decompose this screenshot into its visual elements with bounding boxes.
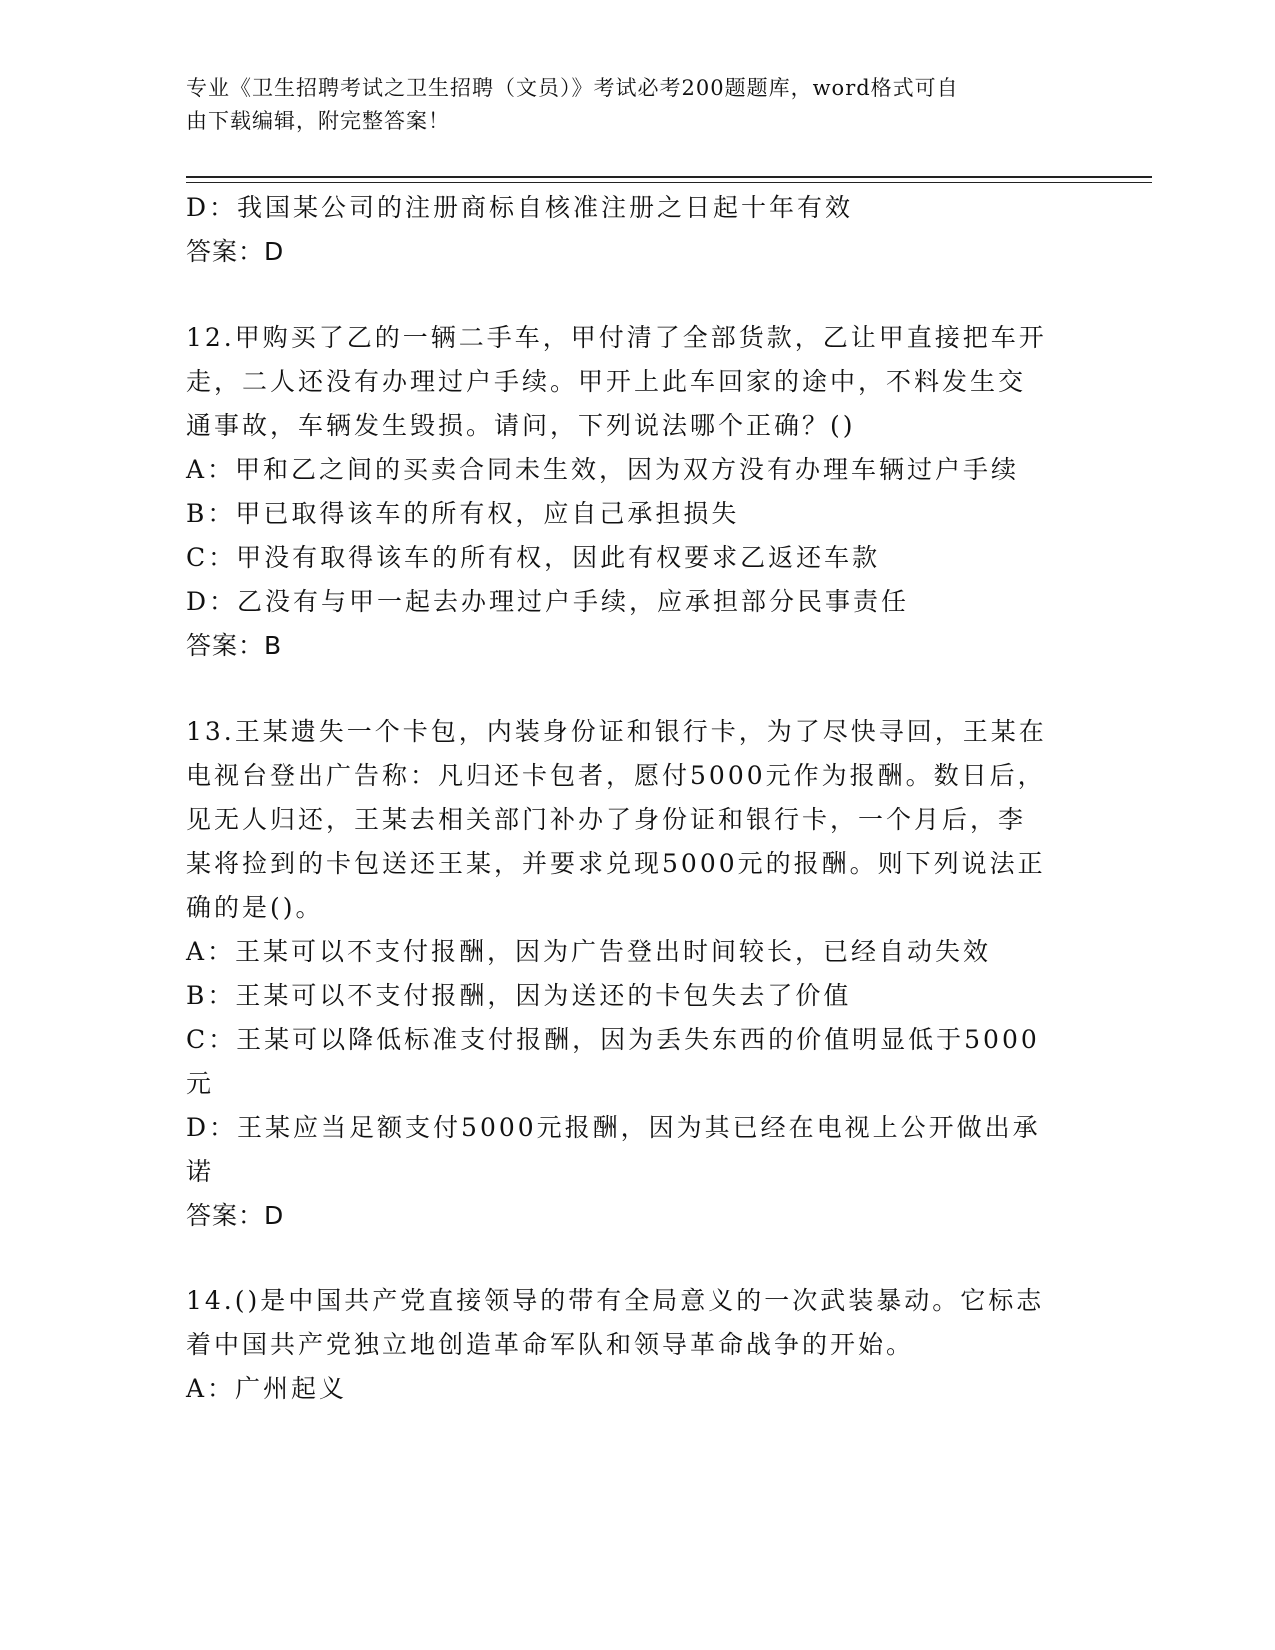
- q13-stem-line-5: 确的是()。: [186, 893, 324, 922]
- q11-answer: 答案：D: [186, 237, 285, 266]
- q14-option-a: A：广州起义: [186, 1374, 348, 1403]
- header-divider-thick: [186, 176, 1152, 178]
- q13-option-a: A：王某可以不支付报酬，因为广告登出时间较长，已经自动失效: [186, 937, 992, 966]
- q13-stem-line-1: 13.王某遗失一个卡包，内装身份证和银行卡，为了尽快寻回，王某在: [186, 717, 1047, 746]
- q12-option-d: D：乙没有与甲一起去办理过户手续，应承担部分民事责任: [186, 587, 910, 616]
- q12-stem-line-2: 走，二人还没有办理过户手续。甲开上此车回家的途中，不料发生交: [186, 367, 1027, 396]
- header-divider-thin: [186, 182, 1152, 183]
- q13-option-d-line-1: D：王某应当足额支付5000元报酬，因为其已经在电视上公开做出承: [186, 1113, 1041, 1142]
- header-line-2: 由下载编辑，附完整答案！: [186, 109, 450, 133]
- q12-stem-line-1: 12.甲购买了乙的一辆二手车，甲付清了全部货款，乙让甲直接把车开: [186, 323, 1047, 352]
- q12-option-c: C：甲没有取得该车的所有权，因此有权要求乙返还车款: [186, 543, 881, 572]
- header-line-1: 专业《卫生招聘考试之卫生招聘（文员）》考试必考200题题库，word格式可自: [186, 76, 959, 100]
- q13-answer: 答案：D: [186, 1201, 285, 1230]
- q13-option-c-line-1: C：王某可以降低标准支付报酬，因为丢失东西的价值明显低于5000: [186, 1025, 1040, 1054]
- q12-stem-line-3: 通事故，车辆发生毁损。请问，下列说法哪个正确？(): [186, 411, 856, 440]
- q12-option-b: B：甲已取得该车的所有权，应自己承担损失: [186, 499, 740, 528]
- q14-stem-line-2: 着中国共产党独立地创造革命军队和领导革命战争的开始。: [186, 1330, 915, 1359]
- q13-option-b: B：王某可以不支付报酬，因为送还的卡包失去了价值: [186, 981, 852, 1010]
- q13-stem-line-3: 见无人归还，王某去相关部门补办了身份证和银行卡，一个月后，李: [186, 805, 1027, 834]
- q12-option-a: A：甲和乙之间的买卖合同未生效，因为双方没有办理车辆过户手续: [186, 455, 1020, 484]
- document-header: [186, 72, 1086, 138]
- q13-stem-line-4: 某将捡到的卡包送还王某，并要求兑现5000元的报酬。则下列说法正: [186, 849, 1046, 878]
- q14-stem-line-1: 14.()是中国共产党直接领导的带有全局意义的一次武装暴动。它标志: [186, 1286, 1045, 1315]
- q12-answer: 答案：B: [186, 631, 283, 660]
- q13-stem-line-2: 电视台登出广告称：凡归还卡包者，愿付5000元作为报酬。数日后，: [186, 761, 1046, 790]
- q13-option-c-line-2: 元: [186, 1069, 215, 1098]
- q11-option-d: D：我国某公司的注册商标自核准注册之日起十年有效: [186, 193, 854, 222]
- q13-option-d-line-2: 诺: [186, 1157, 215, 1186]
